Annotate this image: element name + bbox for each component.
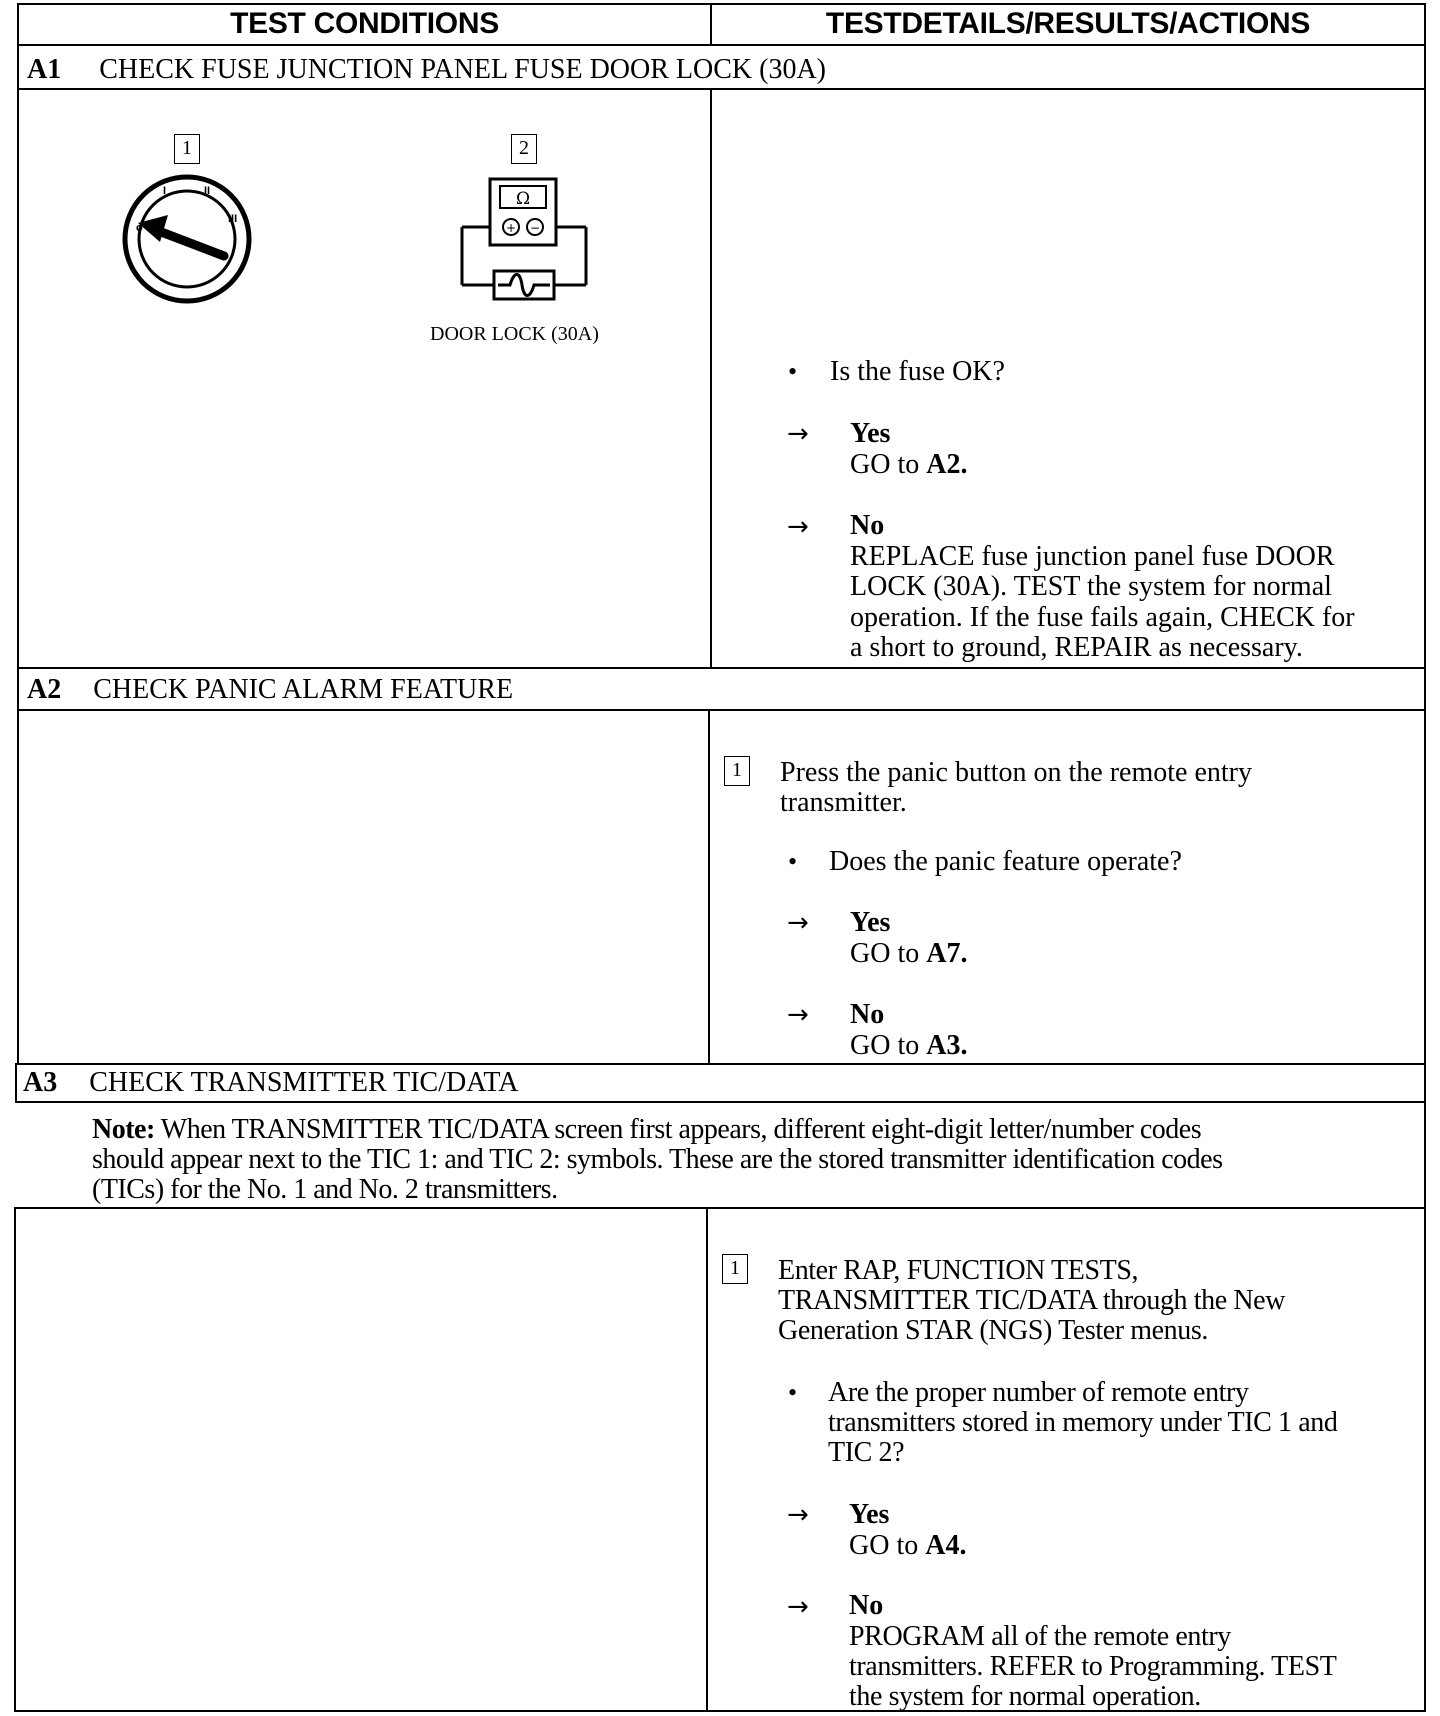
a1-step1-box: 1	[174, 134, 200, 164]
a1-yes-action: GO to A2.	[850, 449, 968, 480]
a3-no-arrow: →	[787, 1592, 809, 1622]
a3-yes-arrow: →	[787, 1500, 809, 1530]
ohm-symbol: Ω	[515, 189, 531, 209]
a3-note-line-2: should appear next to the TIC 1: and TIC 2: symbols. These are the stored transmitter identification codes	[92, 1144, 1223, 1175]
a3-note-line-3: (TICs) for the No. 1 and No. 2 transmitters.	[92, 1174, 558, 1205]
a2-question: Does the panic feature operate?	[829, 846, 1182, 877]
a3-section-title	[23, 1067, 518, 1098]
a1-yes-target: A2.	[926, 449, 968, 480]
a1-fuse-caption: DOOR LOCK (30A)	[430, 323, 599, 345]
a3-no-line-3: the system for normal operation.	[849, 1681, 1201, 1712]
rule	[15, 1207, 1425, 1209]
a3-yes-action: GO to A4.	[849, 1530, 967, 1561]
a1-title: CHECK FUSE JUNCTION PANEL FUSE DOOR LOCK (30A)	[99, 54, 826, 85]
a1-no-line-3: operation. If the fuse fails again, CHECK for	[850, 602, 1355, 633]
rule	[15, 1101, 1425, 1103]
a3-note-line-1: Note: When TRANSMITTER TIC/DATA screen first appears, different eight-digit letter/number codes	[92, 1114, 1202, 1145]
a3-question-line-1: Are the proper number of remote entry	[828, 1377, 1249, 1408]
a1-step2-box: 2	[511, 134, 537, 164]
a2-yes-arrow: →	[787, 908, 809, 938]
a2-no-target: A3.	[926, 1030, 968, 1061]
a3-step-line-1: Enter RAP, FUNCTION TESTS,	[778, 1255, 1139, 1286]
a1-no-line-1: REPLACE fuse junction panel fuse DOOR	[850, 541, 1335, 572]
a3-id: A3	[23, 1067, 58, 1098]
a3-yes-label: Yes	[849, 1499, 890, 1530]
a3-yes-target: A4.	[925, 1530, 967, 1561]
a3-step-line-3: Generation STAR (NGS) Tester menus.	[778, 1315, 1208, 1346]
a3-step-line-2: TRANSMITTER TIC/DATA through the New	[778, 1285, 1286, 1316]
a2-step-box: 1	[724, 756, 750, 786]
rule	[710, 88, 712, 669]
rule	[708, 709, 710, 1065]
a2-yes-action: GO to A7.	[850, 938, 968, 969]
rule	[17, 88, 1426, 90]
a3-note-label: Note:	[92, 1114, 155, 1145]
a1-no-label: No	[850, 510, 885, 541]
rule	[1424, 3, 1426, 1712]
a1-section-title	[27, 54, 826, 85]
a1-yes-arrow: →	[787, 419, 809, 449]
a2-no-action: GO to A3.	[850, 1030, 968, 1061]
a1-no-line-2: LOCK (30A). TEST the system for normal	[850, 571, 1332, 602]
rule	[706, 1207, 708, 1712]
a1-question: Is the fuse OK?	[830, 356, 1005, 387]
a2-no-arrow: →	[787, 1000, 809, 1030]
rule	[15, 1063, 17, 1103]
a2-yes-target: A7.	[926, 938, 968, 969]
rule	[15, 1063, 1425, 1065]
a1-no-arrow: →	[787, 512, 809, 542]
a1-no-line-4: a short to ground, REPAIR as necessary.	[850, 632, 1303, 663]
rule	[14, 1710, 1426, 1712]
rule	[17, 3, 19, 1065]
a3-step-box: 1	[722, 1254, 748, 1284]
rule	[17, 44, 1426, 46]
svg-text:−: −	[529, 221, 541, 235]
a3-question-line-3: TIC 2?	[828, 1437, 905, 1468]
a3-question-line-2: transmitters stored in memory under TIC 1 and	[828, 1407, 1338, 1438]
a2-title: CHECK PANIC ALARM FEATURE	[93, 674, 514, 705]
svg-text:II: II	[204, 185, 211, 197]
a1-bullet: •	[788, 357, 798, 386]
a2-no-label: No	[850, 999, 885, 1030]
a2-step-line-2: transmitter.	[780, 787, 907, 818]
header-test-details: TESTDETAILS/RESULTS/ACTIONS	[825, 7, 1311, 40]
svg-text:I: I	[163, 185, 167, 197]
a3-bullet: •	[788, 1378, 798, 1407]
a2-id: A2	[27, 674, 62, 705]
a3-no-line-2: transmitters. REFER to Programming. TEST	[849, 1651, 1337, 1682]
rule	[17, 709, 1426, 711]
header-test-conditions: TEST CONDITIONS	[230, 7, 499, 40]
a1-yes-label: Yes	[850, 418, 891, 449]
ignition-switch-icon	[118, 170, 256, 308]
a3-no-label: No	[849, 1590, 884, 1621]
a1-id: A1	[27, 54, 62, 85]
svg-text:o: o	[136, 222, 143, 234]
svg-text:III: III	[228, 213, 238, 225]
a2-step-line-1: Press the panic button on the remote entry	[780, 757, 1252, 788]
rule	[14, 1207, 16, 1712]
a2-section-title	[27, 674, 513, 705]
a3-no-line-1: PROGRAM all of the remote entry	[849, 1621, 1231, 1652]
a2-yes-label: Yes	[850, 907, 891, 938]
a3-title: CHECK TRANSMITTER TIC/DATA	[89, 1067, 519, 1098]
ohmmeter-fuse-icon	[458, 175, 594, 301]
a2-bullet: •	[788, 847, 798, 876]
svg-text:+: +	[505, 221, 517, 235]
rule	[17, 667, 1426, 669]
rule	[17, 3, 1426, 5]
